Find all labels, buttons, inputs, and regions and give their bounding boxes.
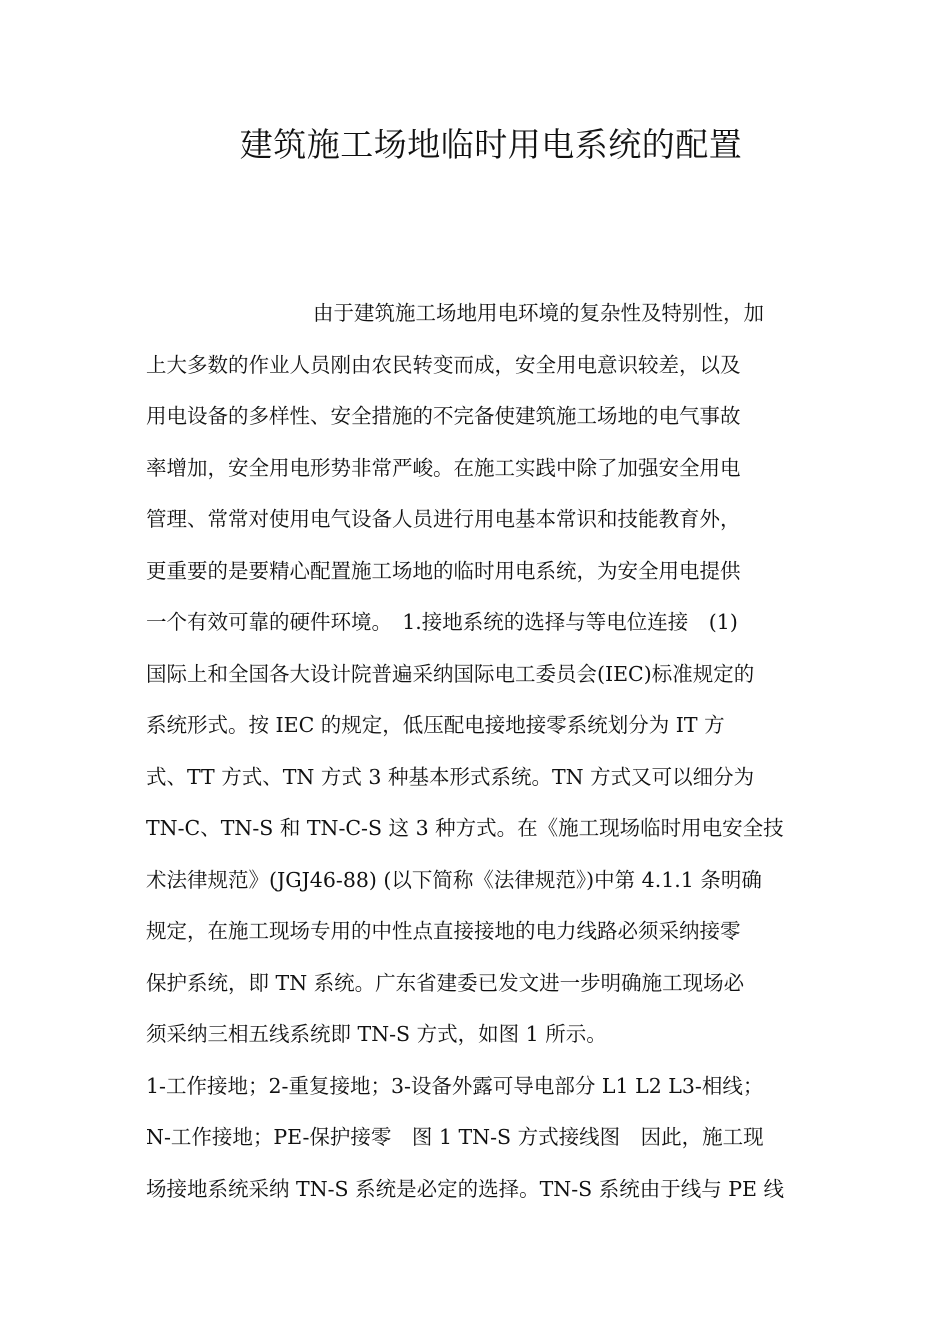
body-line: N-工作接地；PE-保护接零 图 1 TN-S 方式接线图 因此，施工现 [146,1125,764,1149]
body-line: 更重要的是要精心配置施工场地的临时用电系统，为安全用电提供 [146,558,741,583]
document-title: 建筑施工场地临时用电系统的配置 [239,125,743,164]
body-line: 用电设备的多样性、安全措施的不完备使建筑施工场地的电气事故 [146,404,741,428]
document-body [146,288,816,1215]
body-line: 管理、常常对使用电气设备人员进行用电基本常识和技能教育外， [146,507,741,531]
body-line: TN-C、TN-S 和 TN-C-S 这 3 种方式。在《施工现场临时用电安全技 [146,816,784,840]
body-line: 率增加，安全用电形势非常严峻。在施工实践中除了加强安全用电 [146,455,741,480]
body-line: 规定，在施工现场专用的中性点直接接地的电力线路必须采纳接零 [146,919,741,943]
body-line: 须采纳三相五线系统即 TN-S 方式，如图 1 所示。 [146,1022,607,1046]
body-line: 国际上和全国各大设计院普遍采纳国际电工委员会(IEC)标准规定的 [146,661,755,686]
body-line: 场接地系统采纳 TN-S 系统是必定的选择。TN-S 系统由于线与 PE 线 [146,1176,785,1201]
body-line: 上大多数的作业人员刚由农民转变而成，安全用电意识较差，以及 [146,352,741,377]
body-line: 系统形式。按 IEC 的规定，低压配电接地接零系统划分为 IT 方 [146,713,725,737]
body-line: 一个有效可靠的硬件环境。 1.接地系统的选择与等电位连接 (1) [146,610,738,634]
body-line: 1-工作接地；2-重复接地；3-设备外露可导电部分 L1 L2 L3-相线； [146,1073,764,1098]
body-line: 保护系统，即 TN 系统。广东省建委已发文进一步明确施工现场必 [146,970,745,995]
body-line: 式、TT 方式、TN 方式 3 种基本形式系统。TN 方式又可以细分为 [146,764,755,789]
body-line: 术法律规范》(JGJ46-88) (以下简称《法律规范》)中第 4.1.1 条明确 [146,867,762,892]
body-line: 由于建筑施工场地用电环境的复杂性及特别性，加 [313,301,764,325]
